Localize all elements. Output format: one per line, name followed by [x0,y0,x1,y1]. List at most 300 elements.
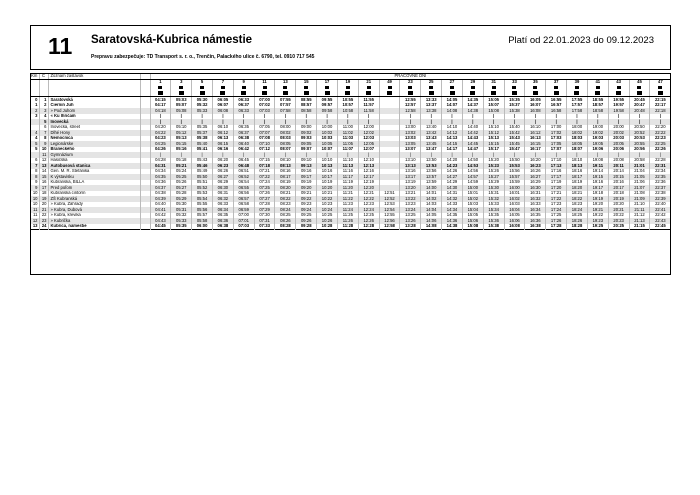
departure-time: 17:58 [567,108,588,114]
departure-time: 18:02 [567,130,588,136]
departure-time: 12:26 [358,218,379,224]
departure-time: | [296,114,317,120]
departure-time: 08:03 [275,136,296,142]
departure-time: 13:05 [400,141,421,147]
stop-name: » Kubrička [48,218,140,224]
departure-time: 07:58 [275,108,296,114]
stop-index: 15 [39,174,48,180]
stop-name: Inovecká, street [48,125,140,131]
departure-time: 16:35 [525,213,546,219]
departure-time: 15:38 [483,224,504,230]
departure-time: 14:06 [421,218,442,224]
departure-time: 20:02 [608,130,629,136]
departure-time: 16:06 [504,218,525,224]
departure-time: 12:16 [358,169,379,175]
departure-time: 14:20 [442,158,463,164]
stop-km: 13 [30,224,39,230]
departure-time: 13:16 [400,169,421,175]
departure-time: | [462,152,483,158]
stop-index: 18 [39,191,48,197]
departure-time: 05:52 [192,185,213,191]
departure-time: 22:15 [650,97,671,103]
departure-time: 21:04 [629,169,650,175]
departure-time: 04:25 [150,141,171,147]
departure-time: 15:42 [504,130,525,136]
departure-time: 12:07 [358,147,379,153]
departure-time: 05:08 [171,108,192,114]
departure-time: 06:54 [233,180,254,186]
departure-time: 14:33 [442,202,463,208]
departure-time: 07:22 [254,174,275,180]
bus-symbol-icon [220,91,225,95]
departure-time: 10:20 [317,185,338,191]
departure-time: 17:03 [546,136,567,142]
departure-time: 19:19 [587,196,608,202]
departure-time: 12:58 [400,108,421,114]
departure-time: 08:25 [275,213,296,219]
departure-time: 20:03 [608,136,629,142]
departure-time: 06:15 [212,141,233,147]
departure-time: 05:40 [192,141,213,147]
departure-time: 13:25 [400,213,421,219]
departure-time: 08:07 [275,147,296,153]
departure-time: 09:13 [296,163,317,169]
departure-time: 10:13 [317,163,338,169]
stop-name: Dlhé Hony [48,130,140,136]
departure-time: 18:10 [567,158,588,164]
departure-time: 20:00 [608,125,629,131]
departure-time: 20:25 [608,224,629,230]
departure-time: 08:17 [275,174,296,180]
departure-time: | [587,114,608,120]
departure-time: 06:58 [233,202,254,208]
departure-time: 15:37 [504,103,525,109]
departure-time: 17:57 [567,103,588,109]
departure-time: 15:43 [504,136,525,142]
departure-time: | [400,152,421,158]
connection-number: 11 [254,79,275,85]
col-km-header: Km [31,73,38,78]
departure-time: 18:05 [567,141,588,147]
departure-time: 06:52 [233,174,254,180]
stop-index: 23 [39,218,48,224]
departure-time: 13:19 [400,180,421,186]
departure-time: 16:04 [504,207,525,213]
departure-time: 06:35 [233,125,254,131]
departure-time: 15:56 [504,169,525,175]
departure-time: | [233,152,254,158]
departure-time: 07:33 [254,224,275,230]
connection-number: 37 [546,79,567,85]
departure-time: 16:20 [525,158,546,164]
departure-time: 04:22 [150,130,171,136]
departure-time: 16:05 [504,213,525,219]
workday-symbol-icon [554,86,558,89]
departure-time: 17:23 [546,202,567,208]
departure-time: 22:41 [650,207,671,213]
departure-time: 22:31 [650,163,671,169]
departure-time: 10:10 [317,158,338,164]
connection-number: 43 [608,79,629,85]
departure-time: 20:06 [608,147,629,153]
departure-time: 04:31 [150,163,171,169]
departure-time: 20:48 [629,108,650,114]
departure-time: 13:10 [400,158,421,164]
departure-time: 12:54 [379,207,400,213]
stop-km: 9 [30,185,39,191]
departure-time: 20:23 [608,218,629,224]
departure-time: 22:36 [650,180,671,186]
departure-time: 04:40 [150,202,171,208]
stop-name: » Pod Juhom [48,108,140,114]
departure-time: 18:58 [587,108,608,114]
departure-time: 14:50 [462,158,483,164]
stop-index: 14 [39,169,48,175]
stop-km: 4 [30,130,39,136]
departure-time: | [337,119,358,125]
departure-time: 14:53 [462,163,483,169]
connection-number: 21 [358,79,379,85]
departure-time: 06:33 [233,108,254,114]
departure-time: 11:23 [337,202,358,208]
timetable-header [30,25,671,70]
departure-time: | [650,114,671,120]
stop-km: 12 [30,218,39,224]
connection-number: 5 [192,79,213,85]
departure-time: 09:05 [296,141,317,147]
departure-time: 08:22 [275,196,296,202]
departure-time: 14:12 [442,130,463,136]
departure-time: 05:35 [192,125,213,131]
departure-time: 10:21 [317,191,338,197]
departure-time: 06:27 [212,174,233,180]
departure-time: | [462,114,483,120]
departure-time: 06:33 [233,97,254,103]
departure-time: | [171,152,192,158]
departure-time: 05:18 [171,158,192,164]
departure-time: 22:20 [650,125,671,131]
stop-name: « Ku Ihričam [48,114,140,120]
departure-time: 16:31 [525,191,546,197]
departure-time: 15:02 [462,196,483,202]
departure-time: 15:38 [504,108,525,114]
departure-time: 15:01 [462,191,483,197]
departure-time: 16:33 [525,202,546,208]
stop-km: 8 [30,174,39,180]
bus-symbol-icon [533,91,538,95]
departure-time: 05:49 [192,169,213,175]
departure-time: | [525,119,546,125]
departure-time: 11:17 [337,174,358,180]
stop-index: 7 [39,130,48,136]
connection-number: 7 [212,79,233,85]
departure-time: 15:31 [483,191,504,197]
departure-time: 15:45 [504,141,525,147]
departure-time: 07:26 [254,191,275,197]
departure-time: 06:07 [212,103,233,109]
departure-time: 06:30 [212,185,233,191]
connection-number: 41 [587,79,608,85]
departure-time: 13:37 [421,103,442,109]
bus-symbol-icon [595,91,600,95]
bus-symbol-icon [158,91,163,95]
departure-time: 14:08 [442,108,463,114]
departure-time: 16:58 [546,108,567,114]
connection-number: 19 [337,79,358,85]
bus-symbol-icon [658,91,663,95]
connection-number: 3 [171,79,192,85]
workday-symbol-icon [492,86,496,89]
departure-time: 06:59 [233,207,254,213]
departure-time: 07:21 [254,169,275,175]
departure-time: 17:16 [546,169,567,175]
departure-time: 13:03 [400,136,421,142]
departure-time: 14:32 [442,196,463,202]
stop-name: » Kubra, krevika [48,213,140,219]
departure-time: 10:00 [317,125,338,131]
departure-time: 17:26 [546,218,567,224]
departure-time: 22:40 [650,202,671,208]
departure-time: 10:55 [337,97,358,103]
departure-time: 20:56 [629,147,650,153]
carrier-info: Prepravu zabezpečuje: TD Transport s. r. o., Trenčín, Palackého ulice č. 6790, tel. 0910 717 545 [91,54,315,60]
departure-time: 04:28 [150,158,171,164]
departure-time: 18:21 [567,191,588,197]
departure-time: 12:20 [358,185,379,191]
departure-time: 06:57 [233,196,254,202]
departure-time: | [254,114,275,120]
departure-time: | [608,114,629,120]
departure-time: 04:17 [150,103,171,109]
departure-time: 15:00 [462,185,483,191]
departure-time: 09:17 [296,174,317,180]
stop-name: ZŠ Kubranská [48,196,140,202]
departure-time: 07:10 [254,141,275,147]
departure-time: 11:20 [337,185,358,191]
departure-time: 13:59 [421,180,442,186]
departure-time: 05:13 [171,136,192,142]
departure-time: 19:21 [587,207,608,213]
departure-time: 16:08 [504,224,525,230]
stop-index: 4 [39,114,48,120]
departure-time: 20:45 [629,97,650,103]
departure-time: 06:48 [233,163,254,169]
departure-time: 12:05 [358,141,379,147]
departure-time: 14:59 [462,180,483,186]
departure-time: 05:32 [171,213,192,219]
departure-time: 16:17 [525,147,546,153]
departure-time: 10:07 [317,147,338,153]
stop-name: Gymnázium [48,152,140,158]
table-row [30,224,671,230]
workday-symbol-icon [304,86,308,89]
departure-time: | [650,152,671,158]
departure-time: 14:07 [442,103,463,109]
departure-time: 06:34 [212,207,233,213]
departure-time: 05:24 [171,169,192,175]
departure-time: | [233,114,254,120]
departure-time: 13:02 [400,130,421,136]
departure-time: 14:29 [442,180,463,186]
departure-time: 15:07 [483,103,504,109]
departure-time: 18:07 [567,147,588,153]
workday-symbol-icon [221,86,225,89]
departure-time: 09:23 [296,202,317,208]
departure-time: 10:02 [317,130,338,136]
connection-number: 17 [317,79,338,85]
departure-time: 04:36 [150,180,171,186]
departure-time: 07:03 [254,108,275,114]
departure-time: | [150,119,171,125]
bus-symbol-icon [325,91,330,95]
departure-time: | [483,152,504,158]
departure-time: 22:23 [650,136,671,142]
departure-time: 10:23 [317,202,338,208]
departure-time: 09:03 [296,136,317,142]
departure-time: 22:45 [650,224,671,230]
departure-time: 15:29 [483,180,504,186]
departure-time: 07:30 [254,213,275,219]
departure-time: 05:51 [192,180,213,186]
departure-time: | [421,114,442,120]
departure-time: 16:55 [546,97,567,103]
departure-time: 12:02 [358,130,379,136]
departure-time: 05:37 [192,130,213,136]
departure-time: 15:03 [462,202,483,208]
departure-time: 07:31 [254,218,275,224]
departure-time: 14:02 [421,196,442,202]
departure-time: 16:23 [525,163,546,169]
departure-time: | [254,119,275,125]
departure-time: | [150,152,171,158]
departure-time: 05:25 [171,174,192,180]
departure-time: | [317,152,338,158]
connection-number: 23 [400,79,421,85]
departure-time: | [629,119,650,125]
departure-time: 16:32 [525,196,546,202]
departure-time: 21:13 [629,218,650,224]
departure-time: 05:10 [171,125,192,131]
departure-time: 09:00 [296,125,317,131]
departure-time: 12:51 [379,191,400,197]
departure-time: 20:50 [629,125,650,131]
departure-time: 11:58 [358,108,379,114]
departure-time: 07:01 [233,218,254,224]
stop-km: 6 [30,158,39,164]
stop-index: 9 [39,141,48,147]
departure-time: 18:26 [567,218,588,224]
departure-time: 19:15 [587,174,608,180]
line-number: 11 [48,33,73,59]
departure-time: 18:17 [567,174,588,180]
departure-time: 19:03 [587,136,608,142]
workday-symbol-icon [325,86,329,89]
departure-time: 07:08 [254,136,275,142]
departure-time: 11:21 [337,191,358,197]
bus-symbol-icon [366,91,371,95]
departure-time: 16:07 [525,103,546,109]
departure-time: 22:26 [650,147,671,153]
departure-time: 16:01 [504,191,525,197]
bus-symbol-icon [179,91,184,95]
departure-time: | [587,119,608,125]
bus-symbol-icon [345,91,350,95]
departure-time: 14:56 [462,169,483,175]
departure-time: 21:05 [629,174,650,180]
departure-time: 20:22 [608,213,629,219]
departure-time: 19:57 [608,103,629,109]
departure-time: 21:10 [629,202,650,208]
departure-time: 12:13 [358,163,379,169]
bus-symbol-icon [387,91,392,95]
stop-name: Gen. M. R. Štefánika [48,169,140,175]
departure-time: | [212,152,233,158]
departure-time: 14:34 [442,207,463,213]
bus-symbol-icon [637,91,642,95]
departure-time: 10:25 [317,213,338,219]
workday-symbol-icon [450,86,454,89]
stop-name: Kubrica, námestie [48,224,140,230]
departure-time: 13:20 [400,185,421,191]
departure-time: 09:28 [296,224,317,230]
departure-time: 15:13 [483,136,504,142]
departure-time: 06:12 [212,130,233,136]
departure-time: 08:24 [275,207,296,213]
bus-symbol-icon [200,91,205,95]
departure-time: | [421,152,442,158]
connection-number: 39 [567,79,588,85]
departure-time: 06:42 [233,147,254,153]
departure-time: 05:56 [192,207,213,213]
stop-name: Legionárske [48,141,140,147]
departure-time: 14:40 [462,125,483,131]
timetable-table [30,73,671,230]
stop-name: Saratovská [48,97,140,103]
departure-time: | [171,119,192,125]
departure-time: 19:17 [587,185,608,191]
departure-time: 05:26 [171,180,192,186]
departure-time: 09:19 [296,180,317,186]
departure-time: 20:21 [608,207,629,213]
stop-index: 17 [39,185,48,191]
departure-time: 07:07 [254,130,275,136]
departure-time: 06:56 [233,191,254,197]
departure-time: 19:14 [587,169,608,175]
col-c-header: Č [39,73,48,79]
departure-time: 14:37 [462,103,483,109]
stop-name: Kubranská cintorín [48,191,140,197]
departure-time: 05:38 [192,136,213,142]
departure-time: | [192,152,213,158]
departure-time: 10:28 [317,224,338,230]
departure-time: 21:08 [629,191,650,197]
stop-name: » Kubra, Záhrady [48,202,140,208]
departure-time: | [567,152,588,158]
departure-time: 14:05 [442,97,463,103]
departure-time: 10:17 [317,174,338,180]
departure-time: 16:10 [525,125,546,131]
departure-time: | [421,119,442,125]
departure-time: | [233,119,254,125]
departure-time: 22:38 [650,191,671,197]
departure-time: 21:01 [629,163,650,169]
departure-time: 04:15 [150,97,171,103]
departure-time: 15:50 [504,158,525,164]
workday-symbol-icon [179,86,183,89]
validity-period: Platí od 22.01.2023 do 09.12.2023 [508,35,654,46]
bus-symbol-icon [283,91,288,95]
connection-number: 29 [462,79,483,85]
